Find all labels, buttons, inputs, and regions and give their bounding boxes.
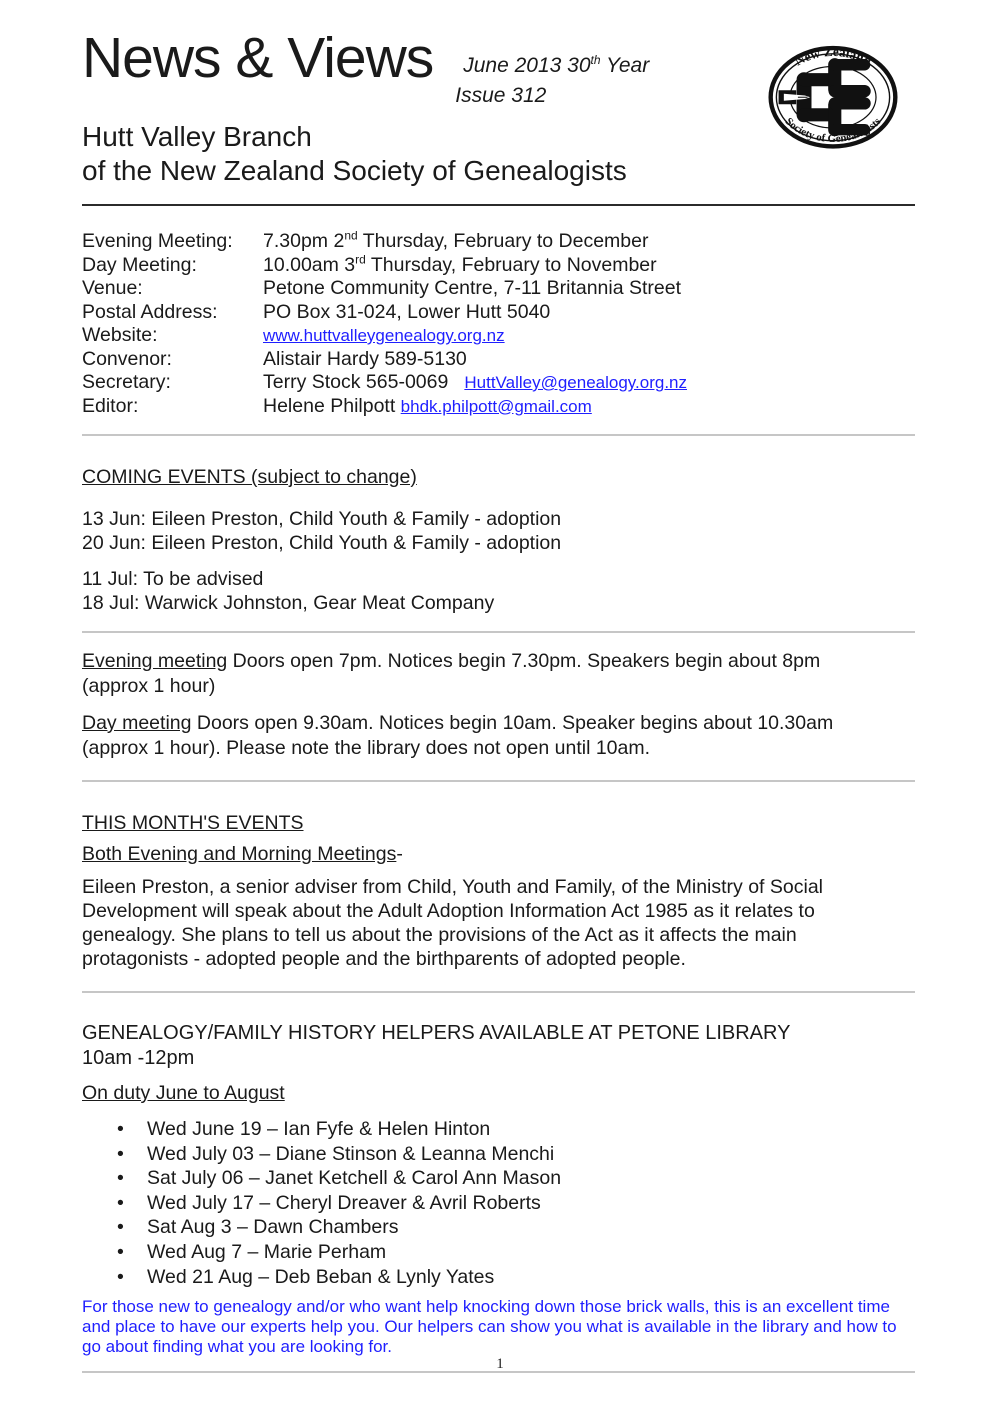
list-item: • Wed Aug 7 – Marie Perham <box>117 1240 387 1263</box>
helpers-section <box>82 1021 915 1357</box>
section-separator-1 <box>82 434 915 436</box>
coming-events-section <box>82 466 915 615</box>
newsletter-title: News & Views <box>82 26 434 90</box>
bullet-icon: • <box>117 1240 124 1263</box>
event-line: 11 Jul: To be advised <box>82 568 264 590</box>
info-row-secretary: Secretary: Terry Stock 565-0069 HuttValley@genealogy.org.nz <box>82 371 688 393</box>
website-link[interactable]: www.huttvalleygenealogy.org.nz <box>263 326 505 345</box>
coming-events-heading: COMING EVENTS (subject to change) <box>82 466 417 488</box>
nzsg-logo-emblem <box>754 26 912 172</box>
issue-block <box>455 53 650 108</box>
issue-number: Issue 312 <box>455 84 547 107</box>
event-line: 13 Jun: Eileen Preston, Child Youth & Family - adoption <box>82 508 562 530</box>
bullet-icon: • <box>117 1216 124 1239</box>
issue-date: June 2013 30th Year <box>463 53 650 77</box>
info-row-convenor: Convenor: Alistair Hardy 589-5130 <box>82 347 467 370</box>
this-month-heading: THIS MONTH'S EVENTS <box>82 812 304 834</box>
day-meeting-note: Day meeting Doors open 9.30am. Notices begin 10am. Speaker begins about 10.30am (approx 1 hour). Please note the library does not open until 10am. <box>82 712 834 759</box>
info-row-website: Website: www.huttvalleygenealogy.org.nz <box>82 324 505 346</box>
list-item: • Sat July 06 – Janet Ketchell & Carol Ann Mason <box>117 1167 562 1190</box>
svg-text:Society of Genealogists: Society of Genealogists <box>782 115 884 146</box>
svg-text:New Zealand: New Zealand <box>791 43 875 69</box>
this-month-section <box>82 812 915 971</box>
list-item: • Wed July 17 – Cheryl Dreaver & Avril Roberts <box>117 1191 541 1214</box>
meeting-info-block <box>82 230 915 418</box>
info-row-day-meeting: Day Meeting: 10.00am 3rd Thursday, February to November <box>82 252 657 276</box>
list-item: • Wed July 03 – Diane Stinson & Leanna Menchi <box>117 1142 555 1165</box>
info-row-venue: Venue: Petone Community Centre, 7-11 Britannia Street <box>82 277 682 299</box>
section-separator-2 <box>82 631 915 633</box>
helpers-heading: GENEALOGY/FAMILY HISTORY HELPERS AVAILABLE AT PETONE LIBRARY 10am -12pm <box>82 1022 791 1069</box>
duty-heading: On duty June to August <box>82 1082 285 1104</box>
this-month-body: Eileen Preston, a senior adviser from Child, Youth and Family, of the Ministry of Social Development will speak about the Adult Adoption Information Act 1985 as it relates to genealogy. She plans to tell us about the provisions of the Act as it affects the main protagonists - adopted people and the birthparents of adopted people. <box>82 876 823 970</box>
event-line: 18 Jul: Warwick Johnston, Gear Meat Company <box>82 592 495 614</box>
header-separator <box>82 204 915 206</box>
branch-name: Hutt Valley Branch <box>82 121 312 152</box>
evening-meeting-note: Evening meeting Doors open 7pm. Notices begin 7.30pm. Speakers begin about 8pm (approx 1 hour) <box>82 650 821 697</box>
editor-email-link[interactable]: bhdk.philpott@gmail.com <box>400 396 592 416</box>
list-item: • Wed 21 Aug – Deb Beban & Lynly Yates <box>117 1265 495 1288</box>
helpers-note: For those new to genealogy and/or who want help knocking down those brick walls, this is an excellent time and place to have our experts help you. Our helpers can show you what is available in the library and how to go about finding what you are looking for. <box>82 1297 897 1357</box>
info-row-evening-meeting: Evening Meeting: 7.30pm 2nd Thursday, February to December <box>82 228 649 252</box>
info-row-postal-address: Postal Address: PO Box 31-024, Lower Hutt 5040 <box>82 300 551 323</box>
section-separator-4 <box>82 991 915 993</box>
info-row-editor: Editor: Helene Philpott bhdk.philpott@gmail.com <box>82 394 592 417</box>
page-number: 1 <box>496 1356 504 1372</box>
bullet-icon: • <box>117 1142 124 1165</box>
this-month-subheading: Both Evening and Morning Meetings- <box>82 843 403 865</box>
bullet-icon: • <box>117 1118 124 1140</box>
meeting-notes-section <box>82 649 915 760</box>
list-item: • Sat Aug 3 – Dawn Chambers <box>117 1216 399 1239</box>
event-line: 20 Jun: Eileen Preston, Child Youth & Family - adoption <box>82 532 562 554</box>
bullet-icon: • <box>117 1167 124 1190</box>
bullet-icon: • <box>117 1265 124 1288</box>
bullet-icon: • <box>117 1191 124 1214</box>
list-item: • Wed June 19 – Ian Fyfe & Helen Hinton <box>117 1118 491 1140</box>
secretary-email-link[interactable]: HuttValley@genealogy.org.nz <box>464 373 688 392</box>
society-name: of the New Zealand Society of Genealogists <box>82 155 627 186</box>
duty-roster-list <box>115 1117 915 1289</box>
section-separator-3 <box>82 780 915 782</box>
nzsg-logo <box>754 26 912 177</box>
